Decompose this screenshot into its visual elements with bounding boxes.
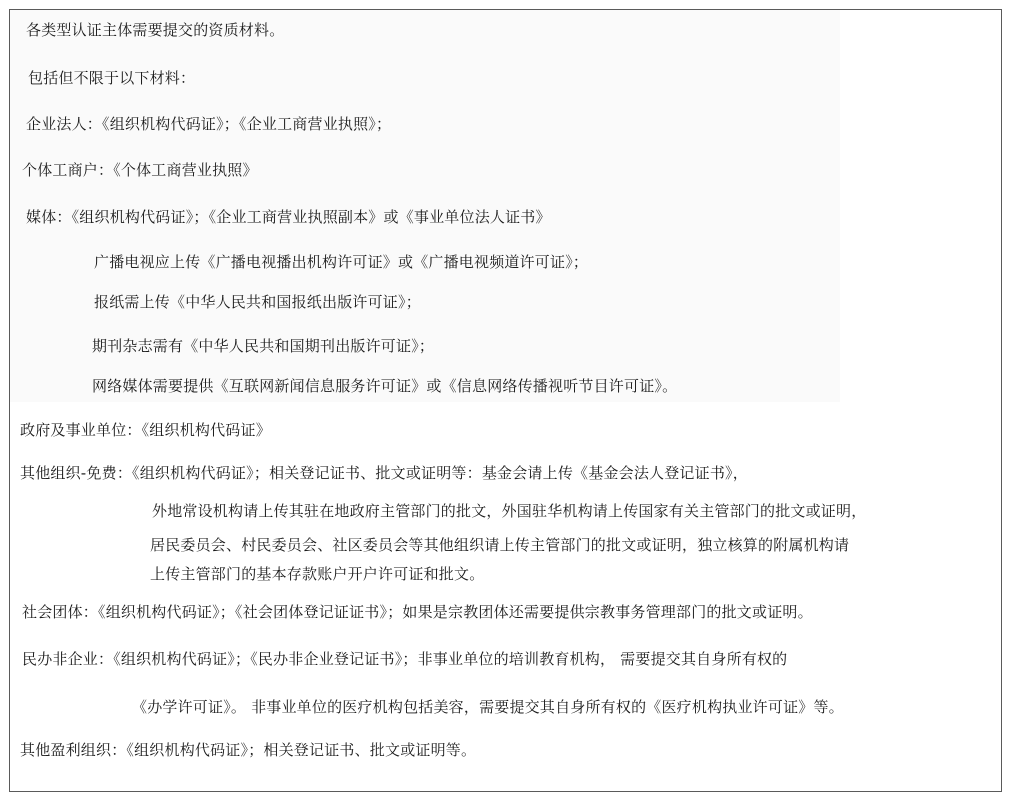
- private-nonprofit-line1: 民办非企业：《组织机构代码证》；《民办非企业登记证书》；非事业单位的培训教育机构， 需要提交其自身所有权的: [22, 650, 788, 668]
- other-org-line2: 外地常设机构请上传其驻在地政府主管部门的批文，外国驻华机构请上传国家有关主管部门的批文或证明，: [152, 502, 867, 520]
- intro-text: 各类型认证主体需要提交的资质材料。: [26, 21, 285, 39]
- media-head-text: 媒体：《组织机构代码证》；《企业工商营业执照副本》或《事业单位法人证书》: [26, 208, 551, 226]
- include-text: 包括但不限于以下材料：: [28, 69, 196, 87]
- media-newspaper-text: 报纸需上传《中华人民共和国报纸出版许可证》；: [94, 293, 421, 311]
- media-network-text: 网络媒体需要提供《互联网新闻信息服务许可证》或《信息网络传播视听节目许可证》。: [92, 377, 678, 395]
- other-org-line4: 上传主管部门的基本存款账户开户许可证和批文。: [150, 565, 485, 583]
- individual-text: 个体工商户：《个体工商营业执照》: [22, 161, 258, 179]
- government-text: 政府及事业单位：《组织机构代码证》: [20, 421, 271, 439]
- other-org-line3: 居民委员会、村民委员会、社区委员会等其他组织请上传主管部门的批文或证明，独立核算的附属机构请: [150, 536, 850, 554]
- other-profit-text: 其他盈利组织：《组织机构代码证》；相关登记证书、批文或证明等。: [20, 741, 477, 759]
- other-org-line1: 其他组织-免费：《组织机构代码证》；相关登记证书、批文或证明等：基金会请上传《基金会法人登记证书》，: [20, 464, 748, 482]
- social-text: 社会团体：《组织机构代码证》；《社会团体登记证证书》；如果是宗教团体还需要提供宗教事务管理部门的批文或证明。: [22, 603, 813, 621]
- media-periodical-text: 期刊杂志需有《中华人民共和国期刊出版许可证》；: [92, 337, 435, 355]
- media-broadcast-text: 广播电视应上传《广播电视播出机构许可证》或《广播电视频道许可证》；: [94, 253, 589, 271]
- private-nonprofit-line2: 《办学许可证》。 非事业单位的医疗机构包括美容，需要提交其自身所有权的《医疗机构执业许可证》等。: [132, 698, 844, 716]
- enterprise-text: 企业法人：《组织机构代码证》；《企业工商营业执照》；: [26, 115, 392, 133]
